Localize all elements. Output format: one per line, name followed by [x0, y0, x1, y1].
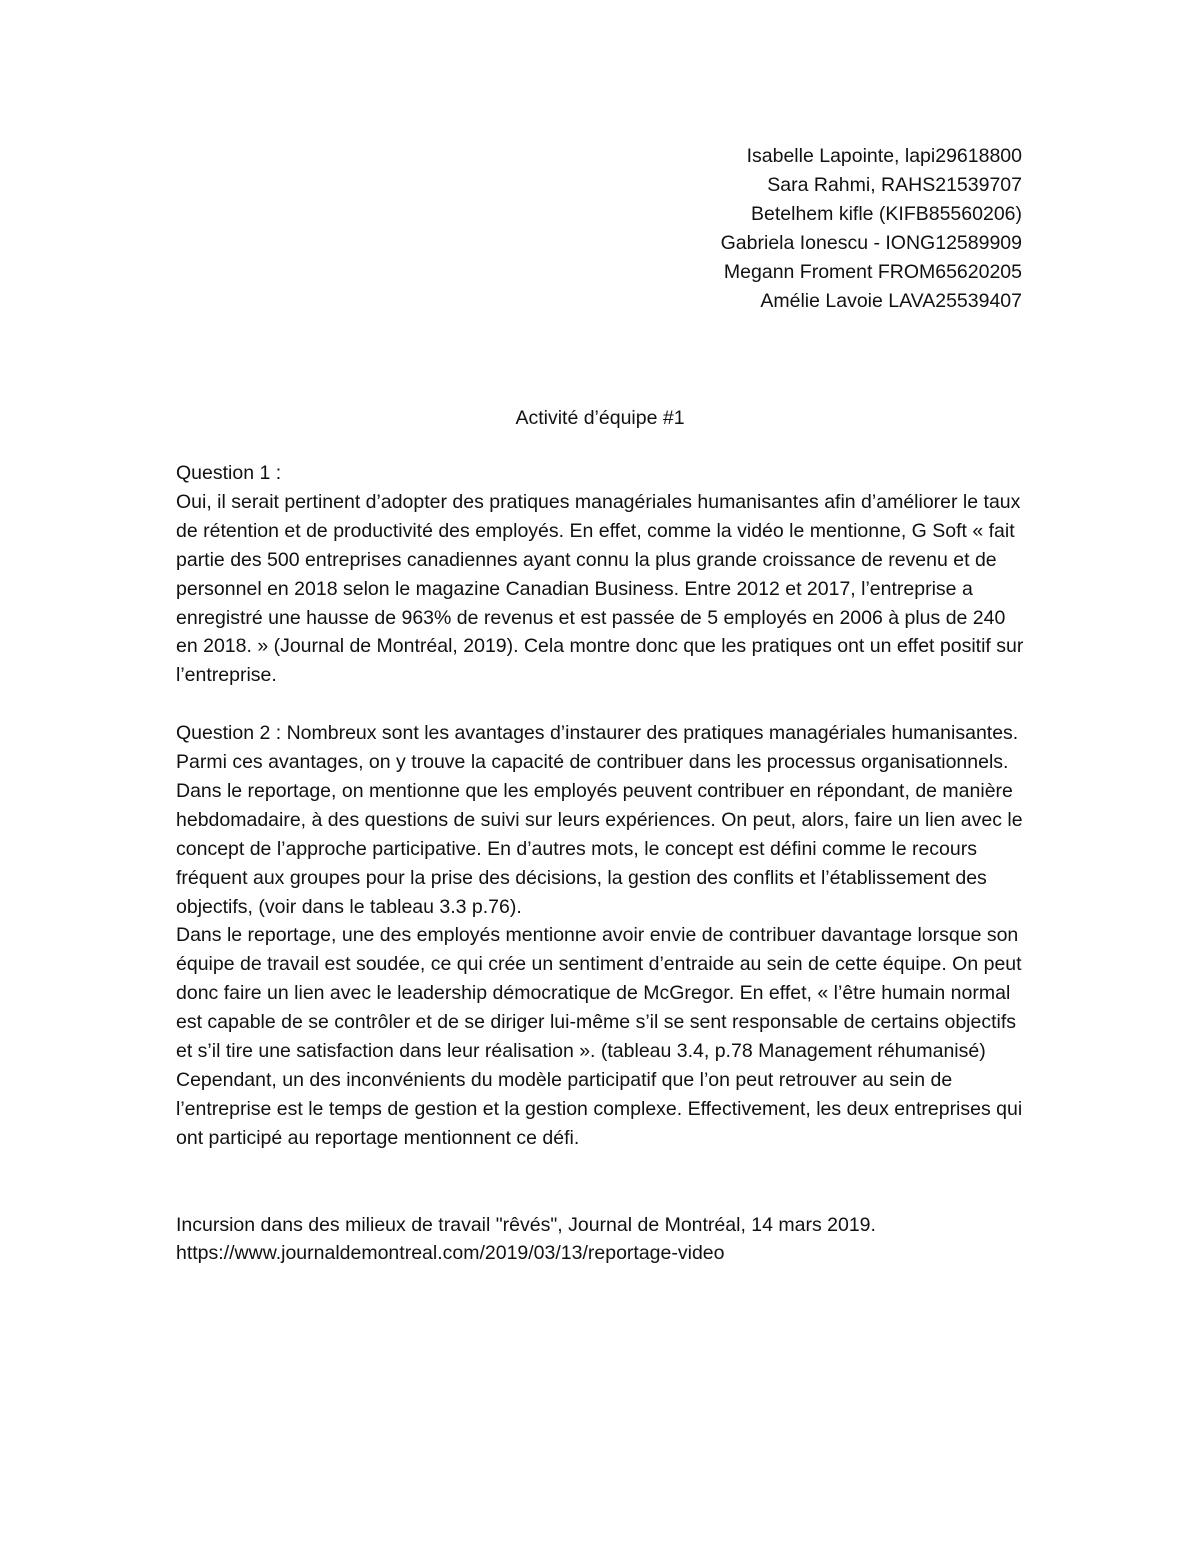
author-line: Amélie Lavoie LAVA25539407 [760, 290, 1022, 312]
question-1-heading: Question 1 : [176, 462, 282, 484]
question-2-paragraph-3: Cependant, un des inconvénients du modèle participatif que l’on peut retrouver au sein de l’entreprise est le temps de gestion et la gestion complexe. Effectivement, les deux entreprises qui ont participé au reportage mentionnent ce défi. [176, 1069, 1023, 1149]
author-line: Megann Froment FROM65620205 [723, 261, 1022, 283]
author-line: Isabelle Lapointe, lapi29618800 [746, 145, 1022, 167]
question-2-paragraph-2: Dans le reportage, une des employés mentionne avoir envie de contribuer davantage lorsque son équipe de travail est soudée, ce qui crée un sentiment d’entraide au sein de cette équipe. On peut donc faire un lien avec le leadership démocratique de McGregor. En effet, « l’être humain normal est capable de se contrôler et de se diriger lui-même s’il se sent responsable de certains objectifs et s’il tire une satisfaction dans leur réalisation ». (tableau 3.4, p.78 Management réhumanisé) [176, 924, 1022, 1063]
reference-url: https://www.journaldemontreal.com/2019/03/13/reportage-video [176, 1242, 725, 1265]
reference-citation: Incursion dans des milieux de travail "rêvés", Journal de Montréal, 14 mars 2019. [176, 1213, 876, 1236]
question-1-answer: Oui, il serait pertinent d’adopter des pratiques managériales humanisantes afin d’améliorer le taux de rétention et de productivité des employés. En effet, comme la vidéo le mentionne, G Soft « fait partie des 500 entreprises canadiennes ayant connu la plus grande croissance de revenu et de personnel en 2018 selon le magazine Canadian Business. Entre 2012 et 2017, l’entreprise a enregistré une hausse de 963% de revenus et est passée de 5 employés en 2006 à plus de 240 en 2018. » (Journal de Montréal, 2019). Cela montre donc que les pratiques ont un effet positif sur l’entreprise. [176, 490, 1024, 687]
author-line: Betelhem kifle (KIFB85560206) [751, 203, 1022, 225]
question-2-paragraph-1: Question 2 : Nombreux sont les avantages d’instaurer des pratiques managériales humanisantes. Parmi ces avantages, on y trouve la capacité de contribuer dans les processus organisationnels. Dans le reportage, on mentionne que les employés peuvent contribuer en répondant, de manière hebdomadaire, à des questions de suivi sur leurs expériences. On peut, alors, faire un lien avec le concept de l’approche participative. En d’autres mots, le concept est défini comme le recours fréquent aux groupes pour la prise des décisions, la gestion des conflits et l’établissement des objectifs, (voir dans le tableau 3.3 p.76). [176, 722, 1023, 918]
author-line: Gabriela Ionescu - IONG12589909 [720, 232, 1022, 254]
document-body [176, 459, 1026, 1268]
author-line: Sara Rahmi, RAHS21539707 [767, 174, 1022, 196]
paragraph-spacer [176, 690, 1026, 719]
document-title: Activité d’équipe #1 [515, 407, 685, 429]
paragraph-spacer [176, 1153, 1026, 1211]
author-list [721, 142, 1022, 316]
